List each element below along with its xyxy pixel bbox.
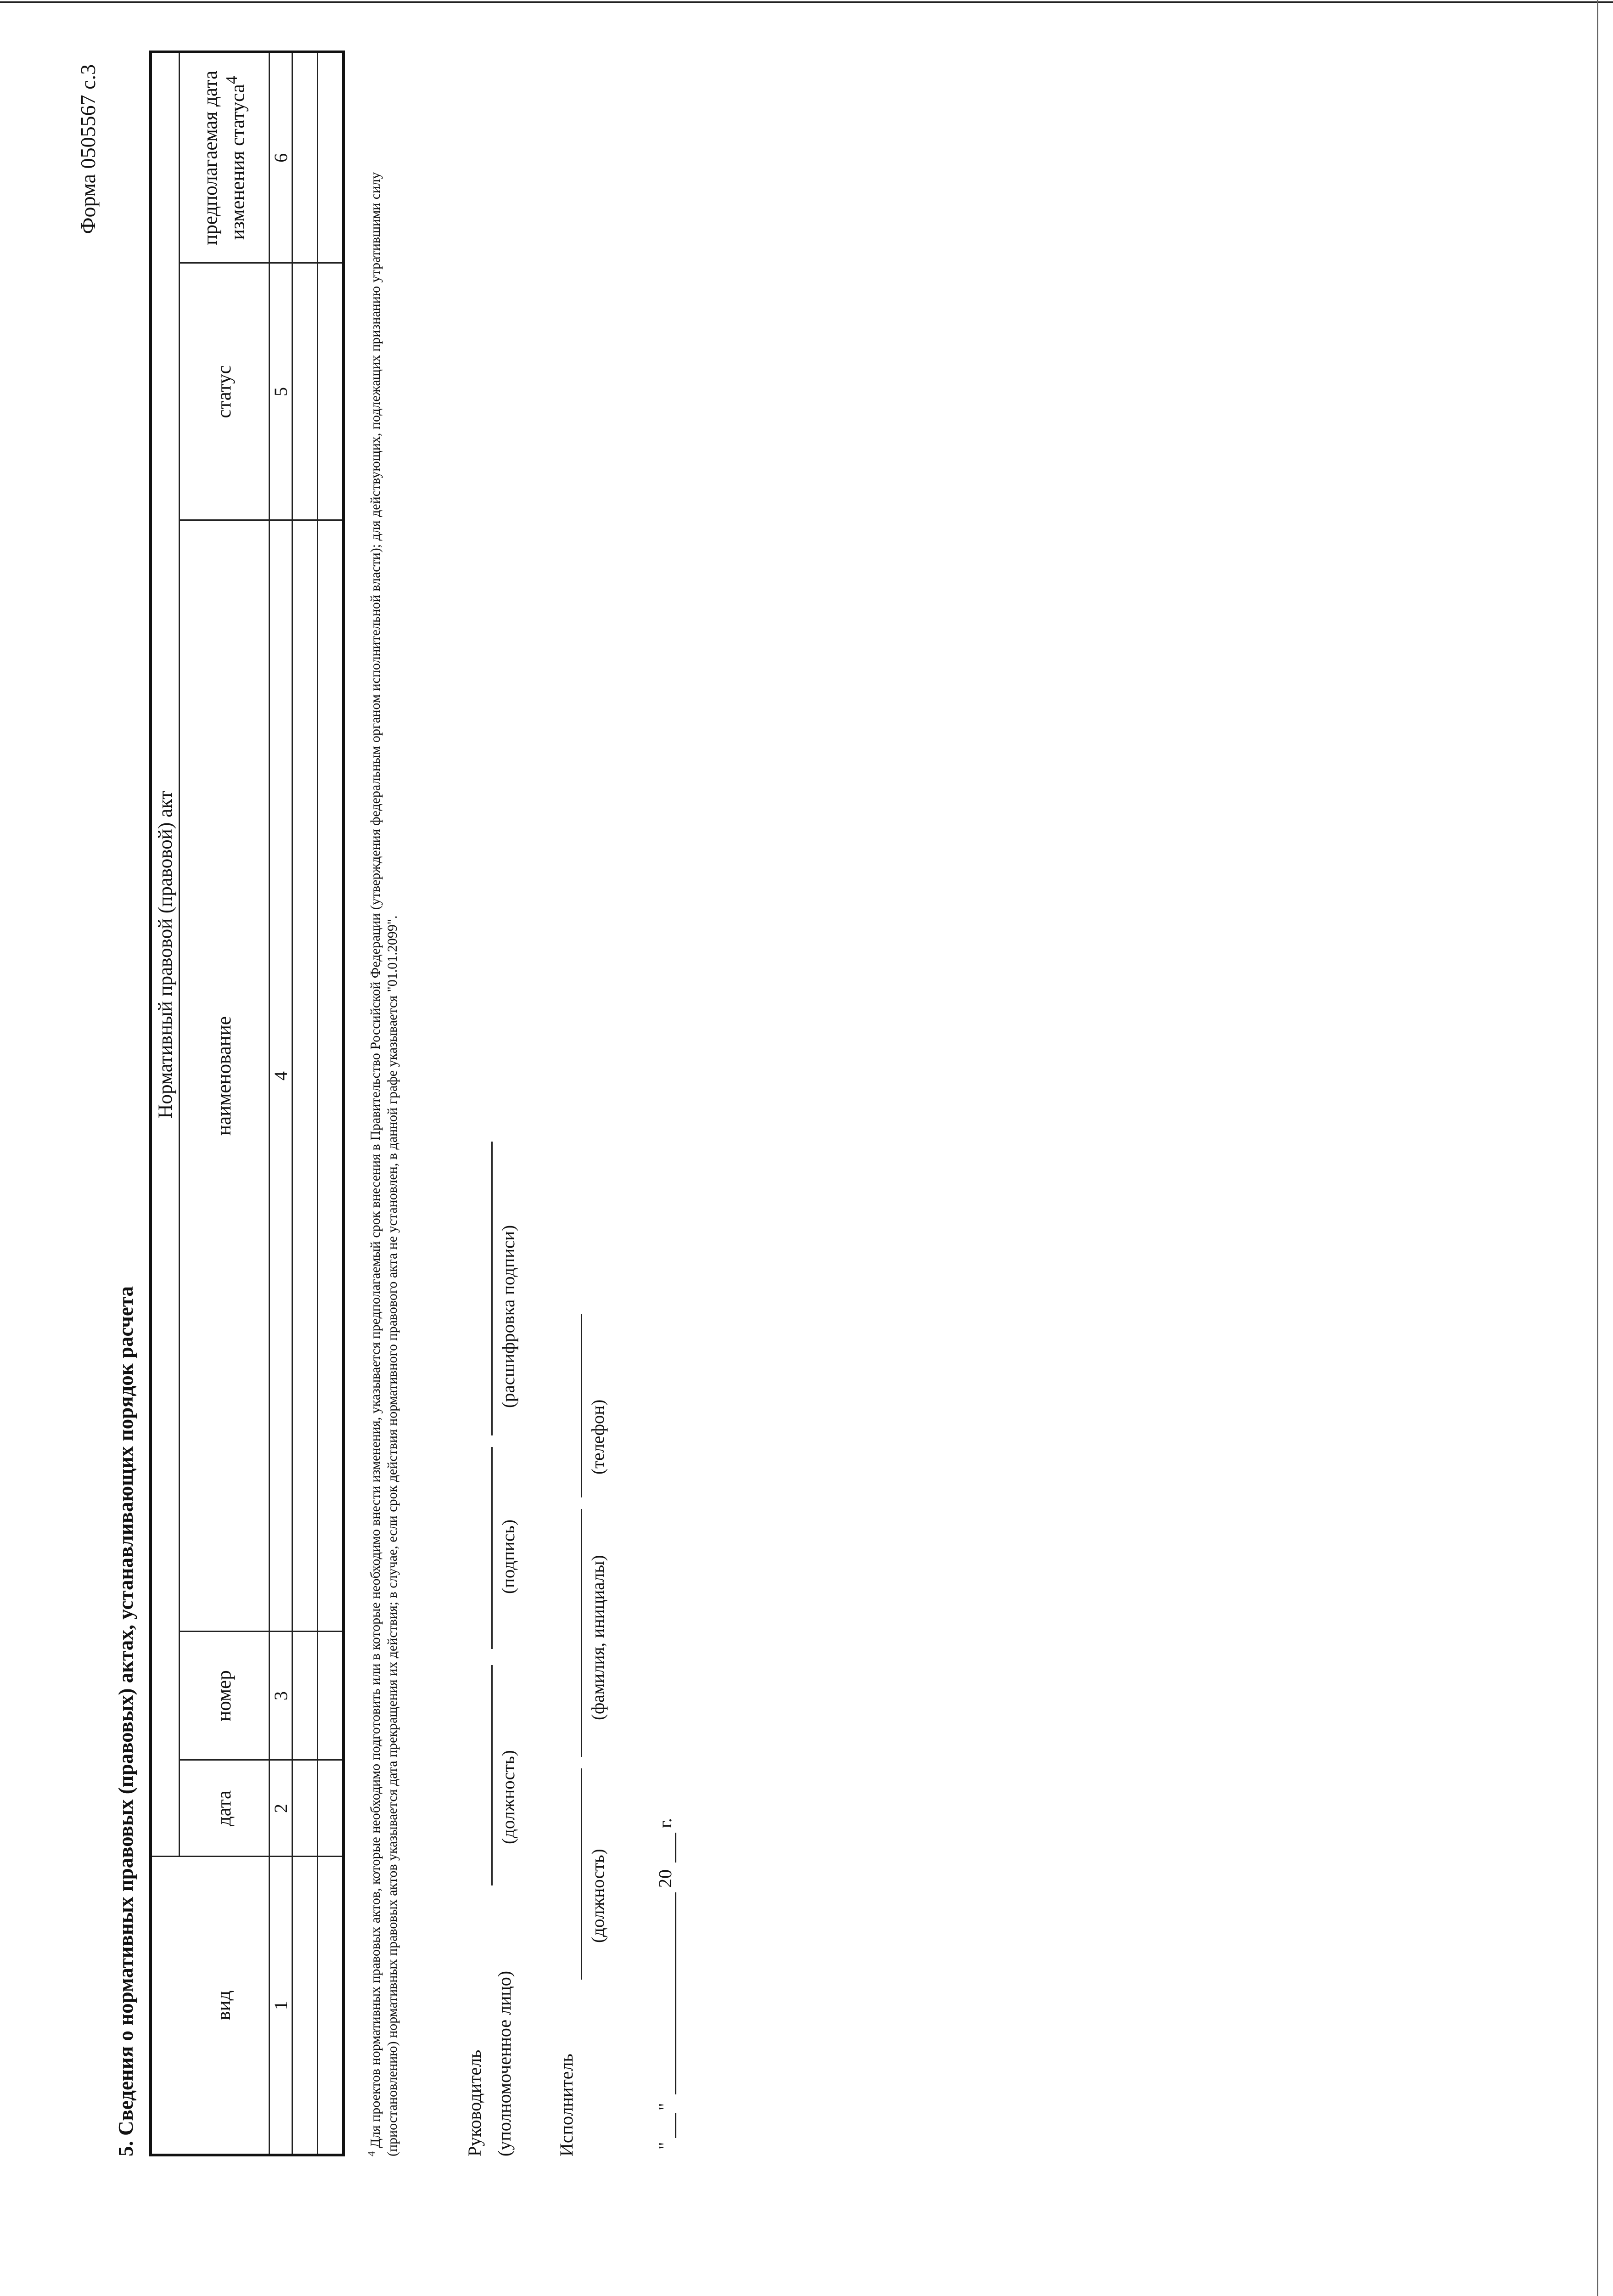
group-header: Нормативный правовой (правовой) акт bbox=[151, 52, 180, 1857]
table-cell bbox=[318, 520, 344, 1632]
head-label: Руководитель bbox=[464, 2049, 485, 2156]
footnote bbox=[363, 136, 401, 2156]
column-number-row bbox=[270, 52, 292, 2155]
table-cell bbox=[318, 52, 344, 263]
col-number: 1 bbox=[270, 1857, 292, 2155]
col-header-change-date bbox=[180, 52, 270, 263]
date-day-line bbox=[675, 2113, 676, 2138]
table-cell bbox=[292, 1760, 318, 1857]
table-cell bbox=[292, 1632, 318, 1760]
table-cell bbox=[292, 520, 318, 1632]
date-quote-open: " bbox=[655, 2142, 675, 2150]
col-number: 5 bbox=[270, 263, 292, 520]
table-cell bbox=[318, 1632, 344, 1760]
executor-name-caption: (фамилия, инициалы) bbox=[588, 1555, 608, 1720]
head-position-caption: (должность) bbox=[499, 1750, 518, 1844]
table-empty-corner bbox=[151, 1857, 180, 2155]
table-row bbox=[318, 52, 344, 2155]
executor-position-caption: (должность) bbox=[588, 1849, 608, 1943]
col-number: 4 bbox=[270, 520, 292, 1632]
footnote-text: Для проектов нормативных правовых актов, которые необходимо подготовить или в которые необходимо внести изменения, указывается предполагаемый срок внесения в Правительство Российской Федерации (утверждения федеральным органом исполнительной власти); для действующих, подлежащих признанию утратившими силу (приостановлению) нормативных правовых актов указывается дата прекращения их действия; в случае, если срок действия нормативного правового акта не установлен, в данной графе указывается "01.01.2099". bbox=[368, 172, 400, 2156]
table-group-header-row bbox=[151, 52, 180, 2155]
table-cell bbox=[292, 1857, 318, 2155]
legal-acts-table bbox=[149, 51, 345, 2156]
col-header-change-date-text: предполагаемая дата изменения статуса bbox=[200, 70, 249, 245]
date-year-line bbox=[675, 1833, 676, 1863]
footnote-marker: 4 bbox=[365, 2151, 377, 2156]
head-signature-line bbox=[491, 1447, 493, 1649]
head-position-line bbox=[491, 1665, 493, 1885]
date-quote-close: " bbox=[655, 2103, 675, 2110]
col-header-date: дата bbox=[180, 1760, 270, 1857]
col-number: 6 bbox=[270, 52, 292, 263]
col-number: 2 bbox=[270, 1760, 292, 1857]
table-cell bbox=[318, 1857, 344, 2155]
executor-label: Исполнитель bbox=[556, 2054, 577, 2156]
table-row bbox=[292, 52, 318, 2155]
col-header-status: статус bbox=[180, 263, 270, 520]
col-header-footnote-ref: 4 bbox=[222, 76, 241, 84]
head-authorized-label: (уполномоченное лицо) bbox=[494, 1970, 515, 2156]
table-cell bbox=[318, 1760, 344, 1857]
col-number: 3 bbox=[270, 1632, 292, 1760]
col-header-kind: вид bbox=[180, 1857, 270, 2155]
table-cell bbox=[318, 263, 344, 520]
executor-phone-caption: (телефон) bbox=[588, 1399, 608, 1474]
head-signature-caption: (подпись) bbox=[499, 1519, 518, 1594]
date-month-line bbox=[675, 1892, 676, 2094]
col-header-name: наименование bbox=[180, 520, 270, 1632]
head-decoding-line bbox=[491, 1142, 493, 1435]
date-year-prefix: 20 bbox=[655, 1869, 675, 1888]
table-cell bbox=[292, 52, 318, 263]
date-year-suffix: г. bbox=[655, 1818, 675, 1828]
section-title: 5. Сведения о нормативных правовых (правовых) актах, устанавливающих порядок расчета bbox=[114, 1286, 137, 2156]
executor-phone-line bbox=[581, 1314, 582, 1497]
table-cell bbox=[292, 263, 318, 520]
executor-name-line bbox=[581, 1509, 582, 1757]
form-code: Форма 0505567 с.3 bbox=[76, 64, 100, 234]
table-header-row bbox=[180, 52, 270, 2155]
col-header-number: номер bbox=[180, 1632, 270, 1760]
executor-position-line bbox=[581, 1768, 582, 1980]
head-decoding-caption: (расшифровка подписи) bbox=[499, 1225, 518, 1408]
